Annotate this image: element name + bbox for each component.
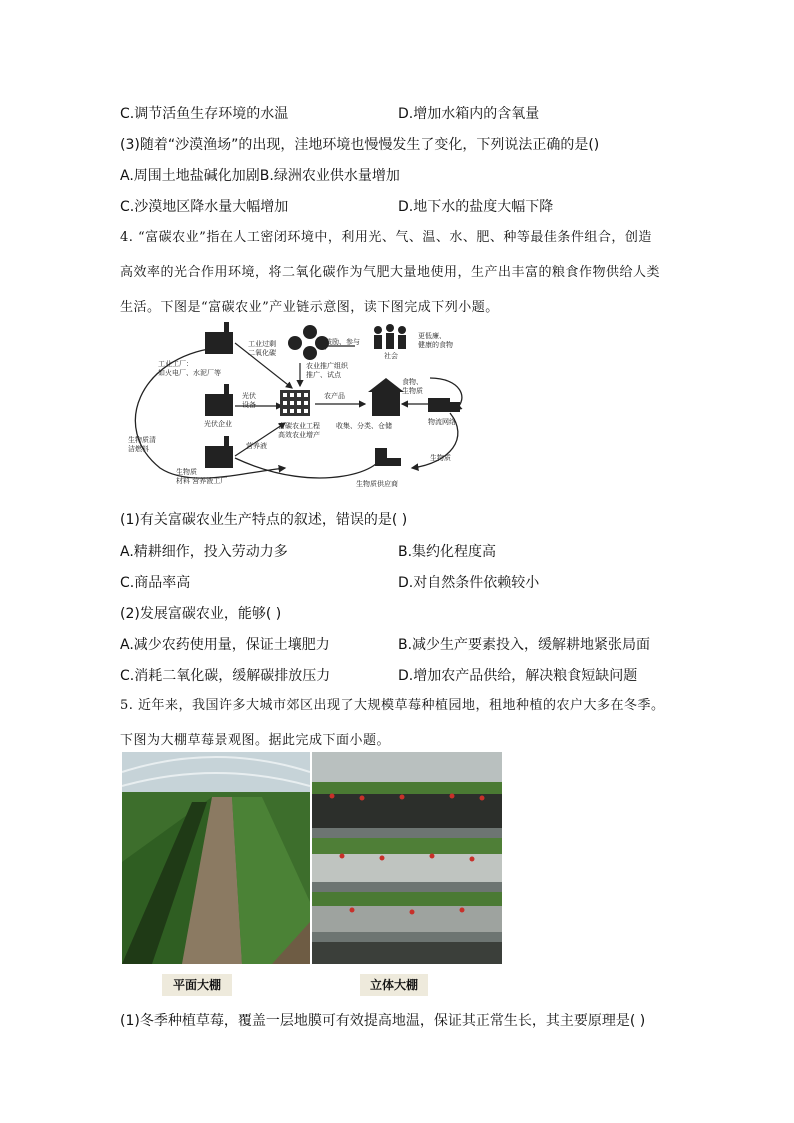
engineering-label: 富碳农业工程 高效农业增产 (278, 422, 320, 439)
encourage-label: 鼓励、参与 (325, 338, 360, 346)
question-4-1-stem: (1)有关富碳农业生产特点的叙述，错误的是( ) (120, 512, 408, 528)
option-b: B.集约化程度高 (398, 544, 497, 560)
caption-flat-greenhouse: 平面大棚 (162, 974, 232, 996)
pv-equipment-label: 光伏 设备 (242, 392, 256, 409)
nutrient-factory-label: 生物质 材料 营养液工厂 (176, 468, 228, 485)
excess-co2-label: 工业过剩 二氧化碳 (248, 340, 276, 357)
option-c: C.沙漠地区降水量大幅增加 (120, 199, 289, 215)
option-c: C.商品率高 (120, 575, 191, 591)
option-d: D.地下水的盐度大幅下降 (398, 199, 554, 215)
option-d: D.增加水箱内的含氧量 (398, 106, 540, 122)
intro-line: 5. 近年来，我国许多大城市郊区出现了大规模草莓种植园地，租地种植的农户大多在冬季。 (120, 698, 665, 713)
question-5-1-stem: (1)冬季种植草莓，覆盖一层地膜可有效提高地温，保证其正常生长，其主要原理是( ) (120, 1013, 646, 1029)
nutrient-label: 营养液 (246, 442, 267, 450)
logistics-label: 物流网络 (428, 418, 456, 426)
promotion-label: 农业推广组织 推广、试点 (306, 362, 348, 379)
products-label: 农产品 (324, 392, 345, 400)
option-d: D.增加农产品供给，解决粮食短缺问题 (398, 668, 638, 684)
option-c: C.调节活鱼生存环境的水温 (120, 106, 289, 122)
food-biomass-label: 食物、 生物质 (402, 378, 423, 395)
question-5-intro (120, 688, 680, 758)
option-ab: A.周围土地盐碱化加剧B.绿洲农业供水量增加 (120, 168, 400, 184)
option-a: A.精耕细作，投入劳动力多 (120, 544, 288, 560)
harvest-label: 收集、分类、仓储 (336, 422, 392, 430)
intro-line: 生活。下图是“富碳农业”产业链示意图，读下图完成下列小题。 (120, 300, 499, 315)
biomass-label: 生物质 (430, 454, 451, 462)
intro-line: 下图为大棚草莓景观图。据此完成下面小题。 (120, 733, 391, 748)
question-4-2-stem: (2)发展富碳农业，能够( ) (120, 606, 282, 622)
vertical-greenhouse-photo (312, 752, 502, 964)
pv-enterprise-label: 光伏企业 (204, 420, 232, 428)
biofuel-label: 生物质清 洁燃料 (128, 436, 156, 453)
carbon-agriculture-diagram (120, 318, 480, 496)
question-3-stem: (3)随着“沙漠渔场”的出现，洼地环境也慢慢发生了变化，下列说法正确的是() (120, 137, 600, 153)
option-b: B.减少生产要素投入，缓解耕地紧张局面 (398, 637, 651, 653)
option-c: C.消耗二氧化碳，缓解碳排放压力 (120, 668, 331, 684)
supplier-label: 生物质供应商 (356, 480, 398, 488)
factory-label: 工业工厂： 如火电厂、水泥厂等 (158, 360, 221, 377)
question-4-intro (120, 220, 680, 325)
intro-line: 4. “富碳农业”指在人工密闭环境中，利用光、气、温、水、肥、种等最佳条件组合，创造 (120, 230, 652, 245)
cheaper-food-label: 更低廉、 健康的食物 (418, 332, 453, 349)
option-a: A.减少农药使用量，保证土壤肥力 (120, 637, 330, 653)
option-d: D.对自然条件依赖较小 (398, 575, 540, 591)
caption-vertical-greenhouse: 立体大棚 (360, 974, 428, 996)
society-label: 社会 (384, 352, 398, 360)
intro-line: 高效率的光合作用环境，将二氧化碳作为气肥大量地使用，生产出丰富的粮食作物供给人类 (120, 265, 661, 280)
flat-greenhouse-photo (122, 752, 310, 964)
